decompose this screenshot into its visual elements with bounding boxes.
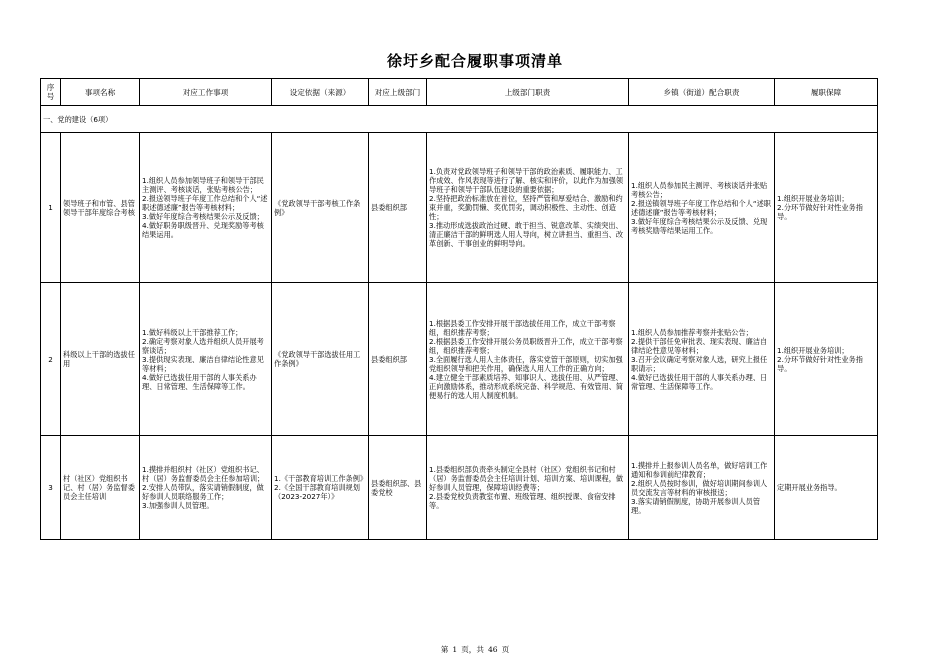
- basis-line: 1.《干部教育培训工作条例》: [274, 474, 368, 483]
- row-seq: 2: [41, 283, 61, 436]
- row-dept: 县委组织部: [369, 133, 427, 283]
- support-line: 2.分环节做好针对性业务指导。: [777, 203, 863, 221]
- row-duty: [427, 436, 629, 540]
- header-name: 事项名称: [61, 79, 140, 106]
- row-work: [140, 133, 272, 283]
- support-line: 1.组织开展业务培训；: [777, 194, 849, 203]
- town-line: 4.做好已选拔任用干部的人事关系办理、日常管理、生活保障等工作。: [631, 372, 768, 391]
- work-line: 2.安排人员带队，落实请销假制度，做好参训人员联络服务工作；: [142, 483, 264, 501]
- footer-suffix: 页: [501, 645, 510, 654]
- row-dept: 县委组织部: [369, 283, 427, 436]
- header-dept: 对应上级部门: [369, 79, 427, 106]
- work-line: 2.报送领导班子年度工作总结和个人“述职述德述廉”报告等考核材料；: [142, 194, 268, 212]
- work-line: 4.做好已选拔任用干部的人事关系办理、日常管理、生活保障等工作。: [142, 372, 257, 391]
- work-line: 1.摸排并组织村（社区）党组织书记、村（居）务监督委员会主任参加培训；: [142, 465, 265, 483]
- duty-line: 2.县委党校负责教室布置、班级管理、组织授课、食宿安排等。: [429, 492, 616, 510]
- work-line: 2.确定考察对象人选并组织人员开展考察谈话；: [142, 336, 264, 355]
- row-seq: 3: [41, 436, 61, 540]
- page-footer: [0, 644, 950, 655]
- duty-table: [40, 78, 878, 540]
- row-support: [775, 436, 878, 540]
- footer-prefix: 第: [440, 645, 449, 654]
- duty-line: 2.根据县委工作安排开展公务员职级晋升工作，成立干部考察组，组织推荐考察；: [429, 336, 623, 355]
- town-line: 3.落实请销假制度，协助开展参训人员管理。: [631, 496, 761, 515]
- row-basis: [272, 436, 369, 540]
- row-town: [629, 436, 775, 540]
- row-support: [775, 133, 878, 283]
- town-line: 2.组织人员按时参训，做好培训期间参训人员交流发言等材料的审核报送；: [631, 478, 768, 497]
- duty-line: 2.坚持把政治标准放在首位，坚持严管和厚爱结合、激励和约束并重，奖勤罚懒、奖优罚劣，调动积极性、主动性、创造性；: [429, 194, 623, 221]
- table-row: [41, 283, 878, 436]
- support-line: 1.组织开展业务培训；: [777, 345, 849, 355]
- row-work: [140, 283, 272, 436]
- town-line: 2.报送镇领导班子年度工作总结和个人“述职述德述廉”报告等考核材料；: [631, 198, 771, 217]
- section-row: [41, 106, 878, 133]
- header-town: 乡镇（街道）配合职责: [629, 79, 775, 106]
- support-line: 定期开展业务指导。: [777, 483, 842, 492]
- row-duty: [427, 133, 629, 283]
- duty-line: 1.县委组织部负责牵头制定全县村（社区）党组织书记和村（居）务监督委员会主任培训计划、培训方案、培训课程，做好参训人员管理，保障培训经费等；: [429, 465, 624, 492]
- row-work: [140, 436, 272, 540]
- row-seq: 1: [41, 133, 61, 283]
- row-support: [775, 283, 878, 436]
- duty-line: 1.根据县委工作安排开展干部选拔任用工作，成立干部考察组，组织推荐考察；: [429, 318, 616, 337]
- row-dept: 县委组织部、县委党校: [369, 436, 427, 540]
- footer-mid: 页，共: [461, 645, 484, 654]
- town-line: 1.组织人员参加民主测评、考核谈话并张贴考核公告；: [631, 180, 768, 199]
- work-line: 3.做好年度综合考核结果公示及反馈；: [142, 212, 264, 221]
- work-line: 3.加强参训人员管理。: [142, 501, 214, 510]
- row-town: [629, 283, 775, 436]
- row-basis: 《党政领导干部选拔任用工作条例》: [272, 283, 369, 436]
- header-work: 对应工作事项: [140, 79, 272, 106]
- header-duty: 上级部门职责: [427, 79, 629, 106]
- row-name: 领导班子和市管、县管领导干部年度综合考核: [61, 133, 140, 283]
- header-row: [41, 79, 878, 106]
- row-name: 科级以上干部的选拔任用: [61, 283, 140, 436]
- town-line: 2.提供干部任免审批表、现实表现、廉洁自律结论性意见等材料；: [631, 336, 768, 355]
- section-label: 一、党的建设（6项）: [41, 106, 878, 133]
- page-title: 徐圩乡配合履职事项清单: [386, 52, 563, 70]
- work-line: 3.提供现实表现、廉洁自律结论性意见等材料；: [142, 354, 264, 373]
- row-duty: [427, 283, 629, 436]
- duty-line: 3.全面履行选人用人主体责任，落实党管干部原则，切实加强党组织领导和把关作用，确保选人用人工作的正确方向；: [429, 354, 623, 373]
- work-line: 1.做好科级以上干部推荐工作；: [142, 327, 243, 337]
- duty-line: 1.负责对党政领导班子和领导干部的政治素质、履职能力、工作成效、作风表现等进行了解、核实和评价，以此作为加强领导班子和领导干部队伍建设的重要依据；: [429, 167, 624, 194]
- header-support: 履职保障: [775, 79, 878, 106]
- row-name: 村（社区）党组织书记、村（居）务监督委员会主任培训: [61, 436, 140, 540]
- table-row: [41, 133, 878, 283]
- duty-line: 4.建立健全干部素质培养、知事识人、选拔任用、从严管理、正向激励体系，推动形成系统完备、科学规范、有效管用、简便易行的选人用人制度机制。: [429, 372, 624, 400]
- town-line: 3.做好年度综合考核结果公示及反馈、兑现考核奖励等结果运用工作。: [631, 216, 768, 235]
- footer-total: 46: [487, 645, 498, 654]
- town-line: 1.组织人员参加推荐考察并张贴公告；: [631, 327, 753, 337]
- footer-page: 1: [452, 645, 458, 654]
- basis-line: 2.《全国干部教育培训规划（2023-2027年）》: [274, 483, 360, 501]
- town-line: 3.召开会议确定考察对象人选，研究上报任职请示；: [631, 354, 768, 373]
- duty-line: 3.推动形成选拔政治过硬、敢于担当、锐意改革、实绩突出、清正廉洁干部的鲜明选人用人导向，树立讲担当、重担当、改革创新、干事创业的鲜明导向。: [429, 221, 624, 248]
- header-basis: 设定依据（来源）: [272, 79, 369, 106]
- support-line: 2.分环节做好针对性业务指导。: [777, 354, 863, 373]
- row-town: [629, 133, 775, 283]
- town-line: 1.摸排并上报参训人员名单，做好培训工作通知和参训前纪律教育；: [631, 460, 768, 479]
- header-seq: 序号: [41, 79, 61, 106]
- work-line: 1.组织人员参加领导班子和领导干部民主测评、考核谈话，张贴考核公告；: [142, 176, 264, 194]
- table-row: [41, 436, 878, 540]
- row-basis: 《党政领导干部考核工作条例》: [272, 133, 369, 283]
- work-line: 4.做好职务职级晋升、兑现奖励等考核结果运用。: [142, 221, 264, 239]
